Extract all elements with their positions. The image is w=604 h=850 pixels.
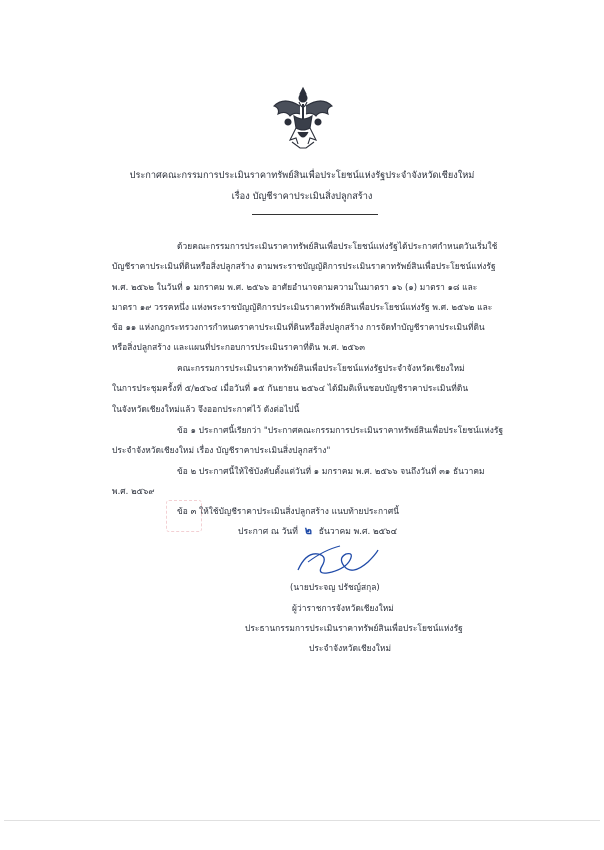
scan-edge [4, 820, 600, 821]
clause1-line-2: ประจำจังหวัดเชียงใหม่ เรื่อง บัญชีราคาประเมินสิ่งปลูกสร้าง" [112, 445, 331, 455]
para1-line-5: ข้อ ๑๑ แห่งกฎกระทรวงการกำหนดราคาประเมินที่ดินหรือสิ่งปลูกสร้าง การจัดทำบัญชีราคาประเมินที่ดิน [112, 322, 485, 332]
signer-position-3: ประจำจังหวัดเชียงใหม่ [309, 643, 392, 653]
para2-line-1: คณะกรรมการประเมินราคาทรัพย์สินเพื่อประโยชน์แห่งรัฐประจำจังหวัดเชียงใหม่ [177, 363, 465, 373]
clause1-line-1: ข้อ ๑ ประกาศนี้เรียกว่า "ประกาศคณะกรรมการประเมินราคาทรัพย์สินเพื่อประโยชน์แห่งรัฐ [177, 425, 504, 435]
announcement-title: ประกาศคณะกรรมการประเมินราคาทรัพย์สินเพื่อประโยชน์แห่งรัฐประจำจังหวัดเชียงใหม่ [129, 170, 475, 181]
date-month-year: ธันวาคม พ.ศ. ๒๕๖๔ [318, 527, 398, 537]
para1-line-4: มาตรา ๑๙ วรรคหนึ่ง แห่งพระราชบัญญัติการประเมินราคาทรัพย์สินเพื่อประโยชน์แห่งรัฐ พ.ศ. ๒๕๖๒ และ [112, 302, 493, 312]
announcement-subject: เรื่อง บัญชีราคาประเมินสิ่งปลูกสร้าง [231, 191, 373, 202]
para2-line-3: ในจังหวัดเชียงใหม่แล้ว จึงออกประกาศไว้ ดังต่อไปนี้ [112, 404, 300, 414]
date-day-handwritten: ๒ [304, 524, 312, 537]
para1-line-3: พ.ศ. ๒๕๖๒ ในวันที่ ๑ มกราคม พ.ศ. ๒๕๖๖ อาศัยอำนาจตามความในมาตรา ๑๖ (๑) มาตรา ๑๘ และ [112, 282, 478, 292]
signer-position-1: ผู้ว่าราชการจังหวัดเชียงใหม่ [292, 603, 394, 613]
para2-line-2: ในการประชุมครั้งที่ ๕/๒๕๖๔ เมื่อวันที่ ๑๕ กันยายน ๒๕๖๔ ได้มีมติเห็นชอบบัญชีราคาประเมินที่ดิน [112, 383, 469, 393]
signer-position-2: ประธานกรรมการประเมินราคาทรัพย์สินเพื่อประโยชน์แห่งรัฐ [245, 623, 463, 633]
garuda-emblem-icon [270, 82, 336, 152]
title-divider [252, 214, 378, 215]
faint-stamp-mark [166, 500, 202, 532]
para1-line-2: บัญชีราคาประเมินที่ดินหรือสิ่งปลูกสร้าง ตามพระราชบัญญัติการประเมินราคาทรัพย์สินเพื่อประโยชน์แห่งรัฐ [112, 261, 496, 271]
date-prefix: ประกาศ ณ วันที่ [238, 527, 298, 537]
clause2-line-2: พ.ศ. ๒๕๖๙ [112, 486, 155, 496]
clause2-line-1: ข้อ ๒ ประกาศนี้ให้ใช้บังคับตั้งแต่วันที่ ๑ มกราคม พ.ศ. ๒๕๖๖ จนถึงวันที่ ๓๑ ธันวาคม [177, 466, 485, 476]
para1-line-6: หรือสิ่งปลูกสร้าง และแผนที่ประกอบการประเมินราคาที่ดิน พ.ศ. ๒๕๖๓ [112, 342, 366, 352]
para1-line-1: ด้วยคณะกรรมการประเมินราคาทรัพย์สินเพื่อประโยชน์แห่งรัฐได้ประกาศกำหนดวันเริ่มใช้ [177, 241, 498, 251]
signer-name: (นายประจญ ปรัชญ์สกุล) [290, 582, 380, 592]
clause3-line: ข้อ ๓ ให้ใช้บัญชีราคาประเมินสิ่งปลูกสร้าง แนบท้ายประกาศนี้ [177, 506, 399, 516]
handwritten-signature [288, 532, 383, 584]
